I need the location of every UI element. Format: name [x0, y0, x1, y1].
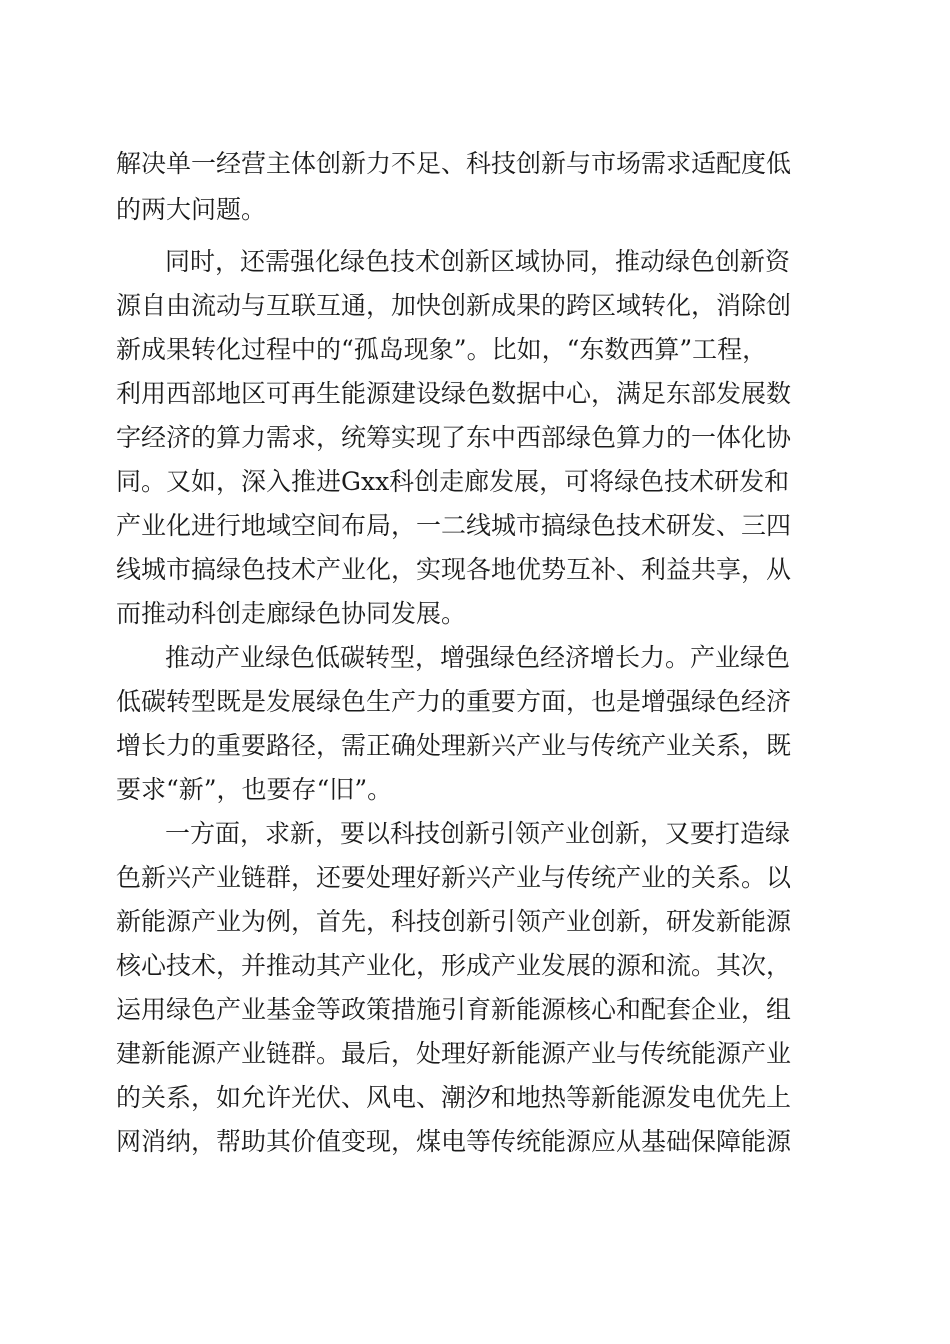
- text-line: 的两大问题。: [116, 195, 267, 224]
- text-line: 线城市搞绿色技术产业化，实现各地优势互补、利益共享，从: [116, 555, 792, 584]
- text-line: 要求“新”，也要存“旧”。: [116, 775, 393, 804]
- paragraph-start-line: 一方面，求新，要以科技创新引领产业创新，又要打造绿: [165, 819, 791, 848]
- text-line: 的关系，如允许光伏、风电、潮汐和地热等新能源发电优先上: [116, 1083, 792, 1112]
- text-line: 运用绿色产业基金等政策措施引育新能源核心和配套企业，组: [116, 995, 792, 1024]
- text-line: 源自由流动与互联互通，加快创新成果的跨区域转化，消除创: [116, 291, 792, 320]
- text-line: 新能源产业为例，首先，科技创新引领产业创新，研发新能源: [116, 907, 792, 936]
- text-line: 低碳转型既是发展绿色生产力的重要方面，也是增强绿色经济: [116, 687, 792, 716]
- text-line: 网消纳，帮助其价值变现，煤电等传统能源应从基础保障能源: [116, 1127, 792, 1156]
- text-line: 同。又如，深入推进Gxx科创走廊发展，可将绿色技术研发和: [116, 467, 790, 496]
- text-line: 产业化进行地域空间布局，一二线城市搞绿色技术研发、三四: [116, 511, 792, 540]
- text-line: 字经济的算力需求，统筹实现了东中西部绿色算力的一体化协: [116, 423, 792, 452]
- text-line: 增长力的重要路径，需正确处理新兴产业与传统产业关系，既: [116, 731, 792, 760]
- paragraph-start-line: 推动产业绿色低碳转型，增强绿色经济增长力。产业绿色: [165, 643, 791, 672]
- text-line: 建新能源产业链群。最后，处理好新能源产业与传统能源产业: [116, 1039, 792, 1068]
- text-line: 核心技术，并推动其产业化，形成产业发展的源和流。其次，: [116, 951, 792, 980]
- text-line: 解决单一经营主体创新力不足、科技创新与市场需求适配度低: [116, 149, 792, 178]
- paragraph-start-line: 同时，还需强化绿色技术创新区域协同，推动绿色创新资: [165, 247, 791, 276]
- text-line: 而推动科创走廊绿色协同发展。: [116, 599, 467, 628]
- text-line: 色新兴产业链群，还要处理好新兴产业与传统产业的关系。以: [116, 863, 792, 892]
- text-line: 利用西部地区可再生能源建设绿色数据中心，满足东部发展数: [116, 379, 792, 408]
- text-line: 新成果转化过程中的“孤岛现象”。比如，“东数西算”工程，: [116, 335, 768, 364]
